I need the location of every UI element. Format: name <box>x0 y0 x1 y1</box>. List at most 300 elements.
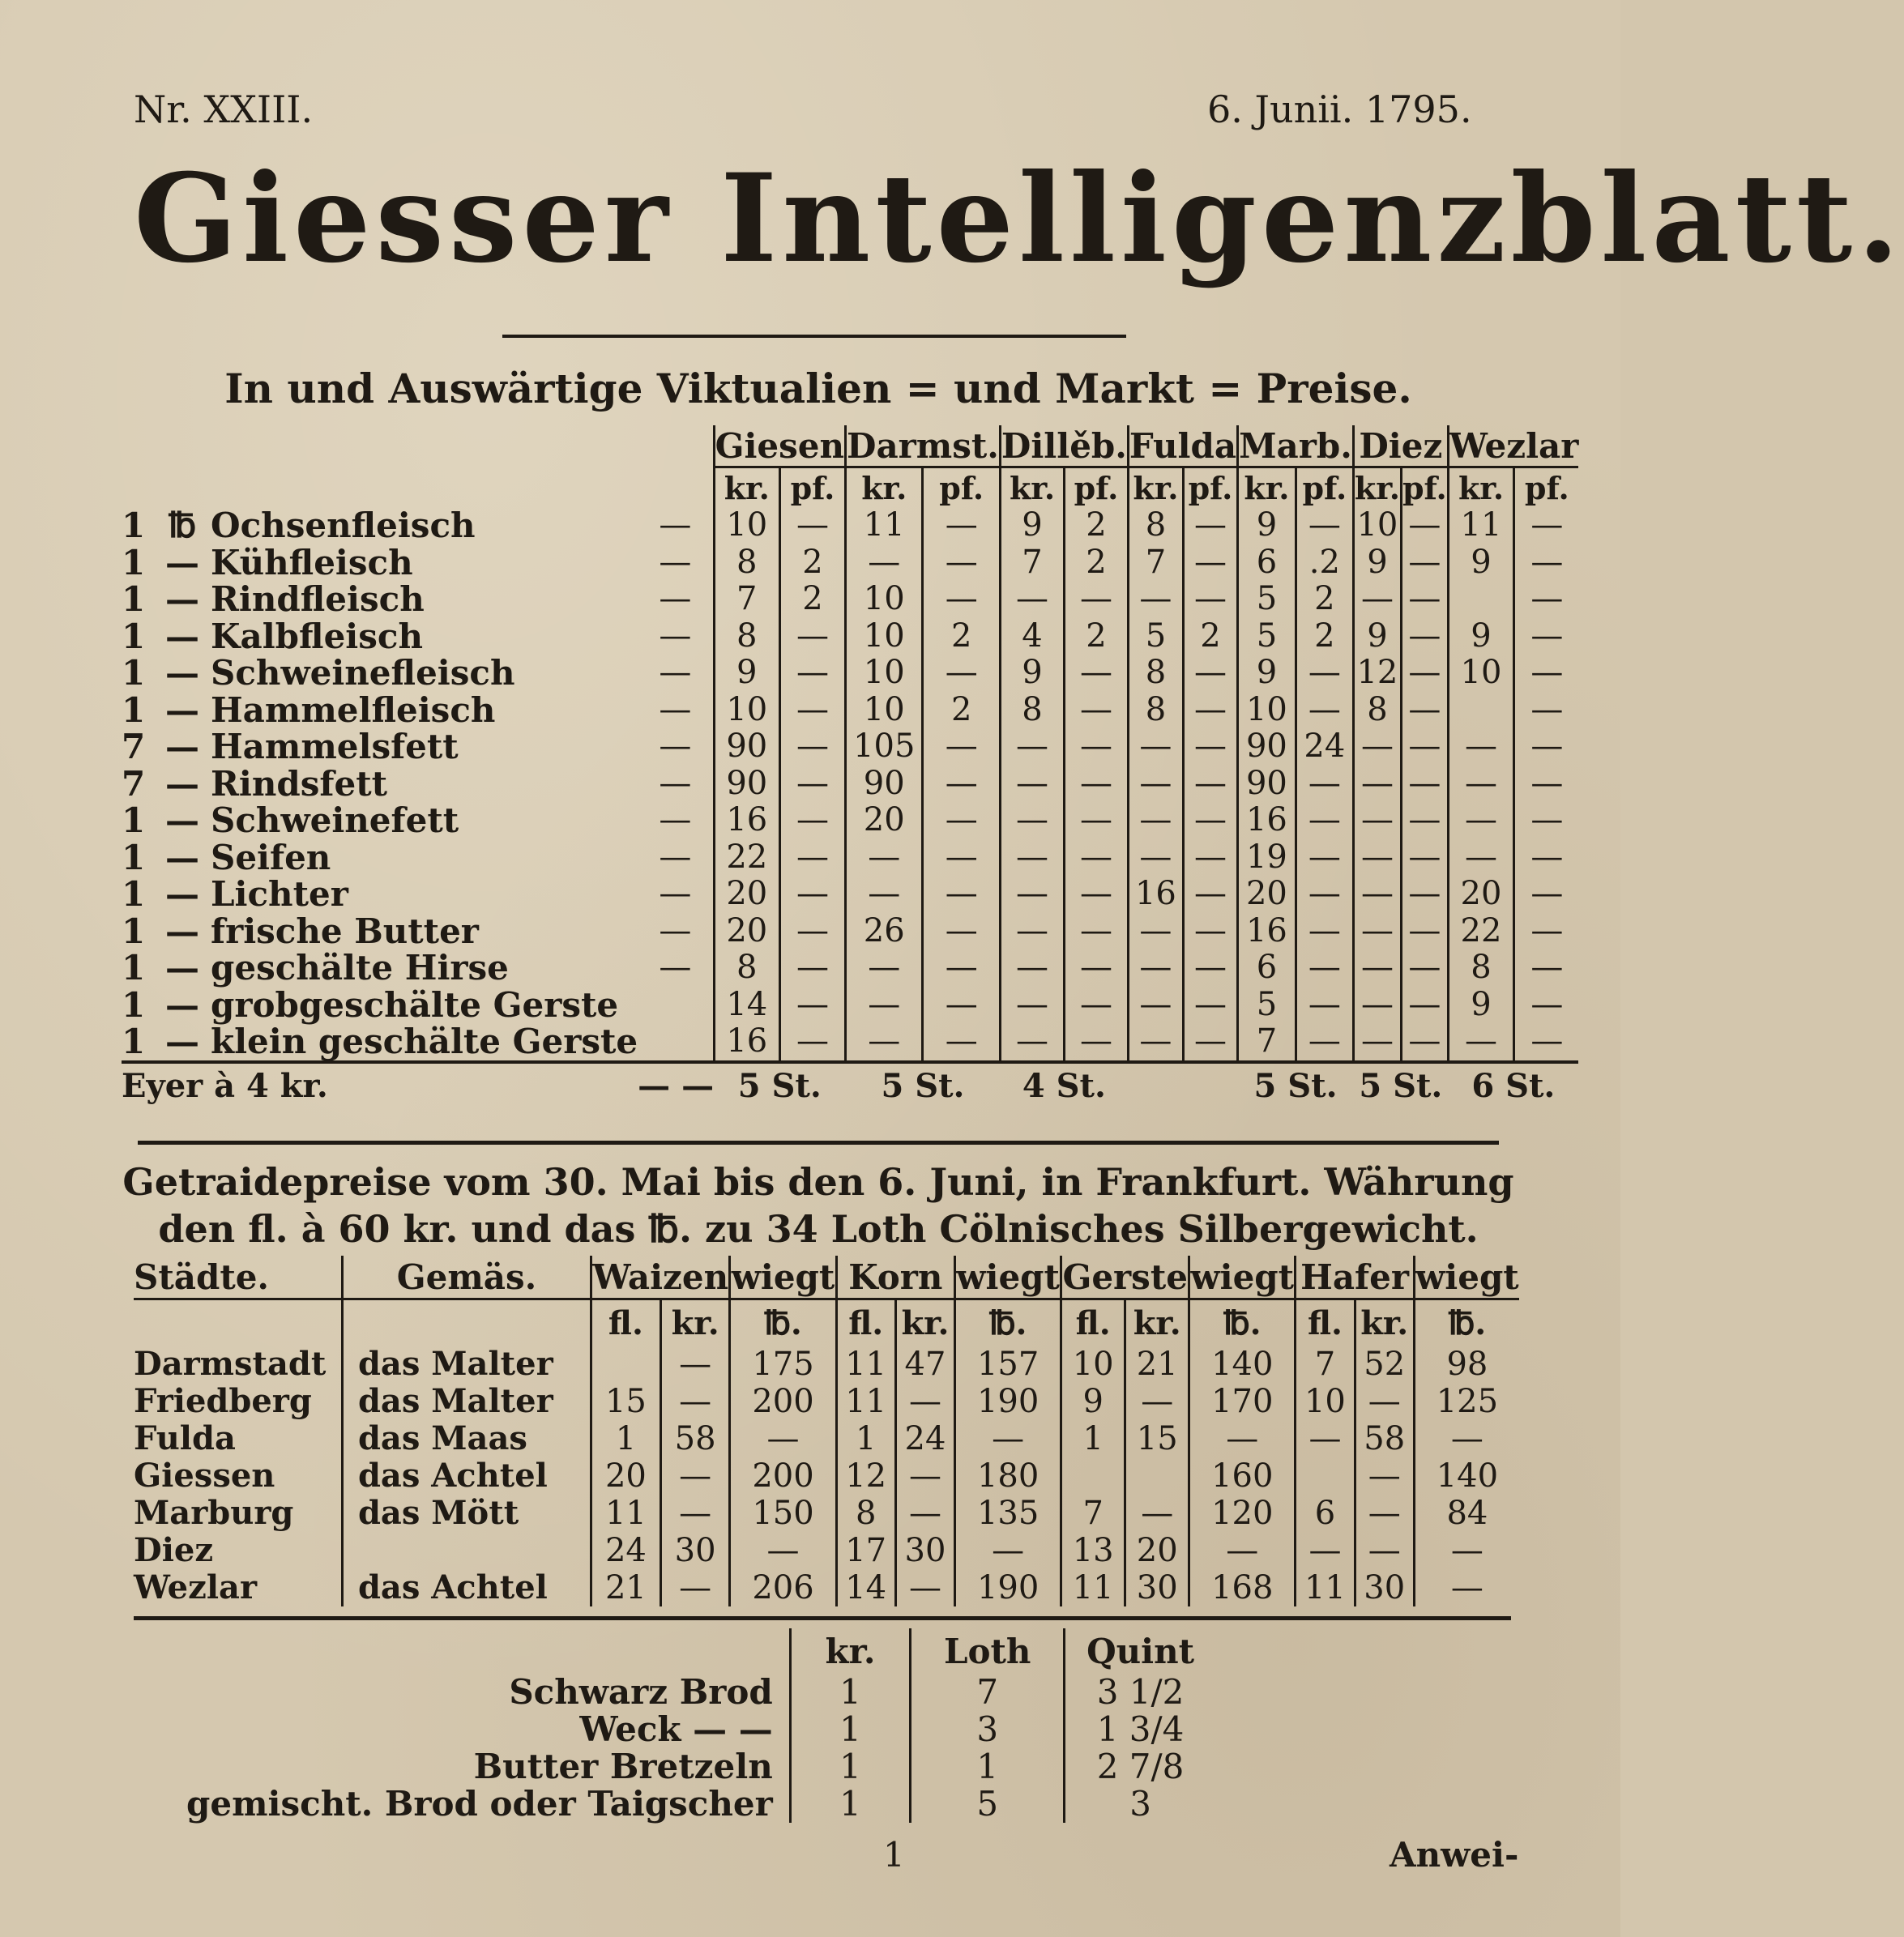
eggs-count: 4 St. <box>1000 1062 1128 1109</box>
unit-pf: pf. <box>1514 467 1579 508</box>
price-fl: 7 <box>1061 1495 1125 1532</box>
price-kr: — <box>1000 876 1064 913</box>
bread-weight-quint: 3 <box>1065 1786 1215 1823</box>
item-dash: — <box>659 580 692 617</box>
price-kr: — <box>660 1383 730 1420</box>
market-prices-table <box>122 425 1578 1109</box>
price-kr: 8 <box>1353 692 1401 729</box>
price-kr: — <box>1000 987 1064 1024</box>
item-cell <box>122 876 638 913</box>
price-kr: — <box>1355 1457 1414 1495</box>
price-kr: — <box>1353 581 1401 618</box>
unit-kr: kr. <box>1128 467 1183 508</box>
item-name: Seifen <box>211 837 331 877</box>
unit-kr: kr. <box>1448 467 1513 508</box>
unit-fl: fl. <box>836 1299 895 1346</box>
price-pf: — <box>1514 728 1579 766</box>
grain-prices-table <box>134 1256 1519 1606</box>
price-pf: — <box>1401 655 1448 692</box>
price-fl: 14 <box>836 1569 895 1606</box>
price-kr: 90 <box>1238 728 1296 766</box>
item-dash: — <box>659 764 692 802</box>
item-dash: — <box>659 838 692 876</box>
table-row <box>122 581 1578 618</box>
item-qty: 1 <box>122 984 146 1025</box>
item-qty: 1 <box>122 689 146 730</box>
price-pf: — <box>779 728 845 766</box>
price-pf: — <box>1065 839 1129 877</box>
item-name: Lichter <box>211 874 348 914</box>
price-pf: — <box>1296 802 1353 839</box>
item-name: Kühfleisch <box>211 542 413 582</box>
price-kr: 7 <box>1000 544 1064 582</box>
item-dash: — <box>659 801 692 838</box>
measure-unit: das Achtel <box>342 1457 591 1495</box>
price-kr: 12 <box>1353 655 1401 692</box>
price-kr: 22 <box>1448 913 1513 950</box>
price-fl <box>591 1346 661 1383</box>
price-kr: 16 <box>1128 876 1183 913</box>
weight-lb: 170 <box>1189 1383 1296 1420</box>
price-pf: — <box>1296 655 1353 692</box>
price-kr: 105 <box>846 728 923 766</box>
unit-kr: kr. <box>1125 1299 1189 1346</box>
grain-units-row <box>134 1299 1519 1346</box>
price-pf: — <box>1401 618 1448 655</box>
bread-weight-quint: 3 1/2 <box>1065 1674 1215 1711</box>
table-row <box>186 1786 1215 1823</box>
price-pf: — <box>1183 1023 1237 1062</box>
price-kr: — <box>1128 987 1183 1024</box>
table-row <box>134 1420 1519 1457</box>
weight-lb: 157 <box>955 1346 1061 1383</box>
price-pf: — <box>1065 655 1129 692</box>
item-qty: 1 <box>122 874 146 914</box>
price-kr: 6 <box>1238 544 1296 582</box>
item-cell <box>122 984 638 1025</box>
price-fl: 11 <box>836 1383 895 1420</box>
price-fl: 1 <box>1061 1420 1125 1457</box>
measure-unit <box>342 1532 591 1569</box>
price-pf: — <box>1401 802 1448 839</box>
section-rule <box>138 1141 1499 1145</box>
price-kr: 8 <box>1128 655 1183 692</box>
price-fl: 8 <box>836 1495 895 1532</box>
weight-lb: 84 <box>1414 1495 1519 1532</box>
price-kr: 9 <box>1353 544 1401 582</box>
item-name: Rindfleisch <box>211 579 425 619</box>
price-kr: — <box>1125 1495 1189 1532</box>
bread-price-kr: 1 <box>790 1674 911 1711</box>
price-pf: 2 <box>1183 618 1237 655</box>
price-pf: — <box>1401 692 1448 729</box>
price-pf: 2 <box>779 581 845 618</box>
price-kr: — <box>1000 949 1064 987</box>
bread-weight-loth: 7 <box>911 1674 1065 1711</box>
item-qty: 7 <box>122 763 146 804</box>
price-pf: — <box>1401 507 1448 544</box>
table-row <box>122 913 1578 950</box>
weight-lb: 175 <box>730 1346 836 1383</box>
price-kr: 6 <box>1238 949 1296 987</box>
measure-unit: das Malter <box>342 1383 591 1420</box>
price-fl <box>1061 1457 1125 1495</box>
price-kr: — <box>1128 913 1183 950</box>
city-header: Marb. <box>1239 425 1352 466</box>
item-unit: — <box>165 837 199 877</box>
bread-prices-table <box>186 1628 1215 1823</box>
unit-fl: fl. <box>1061 1299 1125 1346</box>
price-fl: 15 <box>591 1383 661 1420</box>
price-kr: — <box>846 839 923 877</box>
item-cell <box>122 728 638 766</box>
item-dash <box>638 1023 714 1062</box>
unit-lb: ℔. <box>955 1299 1061 1346</box>
price-pf: — <box>1401 766 1448 803</box>
price-pf: — <box>923 913 1000 950</box>
price-kr: 20 <box>1238 876 1296 913</box>
price-kr: — <box>1000 913 1064 950</box>
price-kr: — <box>895 1383 954 1420</box>
table-row <box>134 1569 1519 1606</box>
item-dash: — <box>659 543 692 581</box>
price-pf: — <box>1296 949 1353 987</box>
weight-lb: — <box>1189 1420 1296 1457</box>
item-name: grobgeschälte Gerste <box>211 984 619 1025</box>
price-kr: 20 <box>714 876 779 913</box>
city-name: Wezlar <box>134 1568 258 1606</box>
item-dash <box>638 987 714 1024</box>
item-qty: 7 <box>122 727 146 766</box>
price-fl: 21 <box>591 1569 661 1606</box>
item-qty: 1 <box>122 1022 146 1061</box>
item-unit: — <box>165 579 199 619</box>
item-unit: — <box>165 542 199 582</box>
price-fl: 10 <box>1061 1346 1125 1383</box>
units-spacer <box>134 1299 342 1346</box>
item-cell <box>122 1023 638 1062</box>
item-qty: 1 <box>122 653 146 693</box>
city-header: Diez <box>1353 425 1448 467</box>
bread-price-kr: 1 <box>790 1786 911 1823</box>
price-kr <box>1125 1457 1189 1495</box>
unit-kr: kr. <box>846 467 923 508</box>
bread-price-kr: 1 <box>790 1711 911 1748</box>
price-kr: 10 <box>846 655 923 692</box>
item-qty: 1 <box>122 911 146 951</box>
unit-pf: pf. <box>1296 467 1353 508</box>
price-kr: 16 <box>714 1023 779 1062</box>
item-unit: — <box>165 689 199 730</box>
price-pf: — <box>1065 728 1129 766</box>
price-pf: — <box>1065 1023 1129 1062</box>
header-barley: Gerste <box>1061 1256 1189 1299</box>
unit-fl: fl. <box>591 1299 661 1346</box>
price-kr: — <box>1000 802 1064 839</box>
price-pf: — <box>923 655 1000 692</box>
city-name: Diez <box>134 1531 214 1569</box>
item-qty: 1 <box>122 542 146 582</box>
price-kr: — <box>660 1569 730 1606</box>
price-kr: 7 <box>1128 544 1183 582</box>
price-pf: — <box>1401 913 1448 950</box>
item-cell <box>122 949 638 987</box>
header-weighs: wiegt <box>730 1256 836 1299</box>
eggs-row <box>122 1062 1578 1109</box>
table-row <box>134 1383 1519 1420</box>
weight-lb: 120 <box>1189 1495 1296 1532</box>
unit-kr: kr. <box>1353 467 1401 508</box>
table-row <box>134 1495 1519 1532</box>
city-name: Marburg <box>134 1494 294 1532</box>
price-pf: — <box>1401 728 1448 766</box>
price-kr: 90 <box>714 728 779 766</box>
weight-lb: 168 <box>1189 1569 1296 1606</box>
item-cell <box>122 507 638 544</box>
item-unit: — <box>165 616 199 656</box>
item-cell <box>122 581 638 618</box>
eggs-count: 5 St. <box>1353 1062 1448 1109</box>
price-fl: 6 <box>1296 1495 1355 1532</box>
price-pf: — <box>1514 913 1579 950</box>
bread-weight-quint: 1 3/4 <box>1065 1711 1215 1748</box>
weight-lb: — <box>730 1420 836 1457</box>
weight-lb: 190 <box>955 1569 1061 1606</box>
item-dash: — <box>659 949 692 986</box>
price-kr: 9 <box>1000 507 1064 544</box>
price-kr: — <box>1355 1383 1414 1420</box>
bread-weight-loth: 1 <box>911 1748 1065 1786</box>
header-weighs: wiegt <box>955 1256 1061 1299</box>
price-fl: 7 <box>1296 1346 1355 1383</box>
section-rule <box>134 1616 1511 1620</box>
weight-lb: — <box>1189 1532 1296 1569</box>
header-rye: Korn <box>836 1256 955 1299</box>
price-pf: — <box>779 655 845 692</box>
bread-weight-quint: 2 7/8 <box>1065 1748 1215 1786</box>
bread-name: Butter Bretzeln <box>473 1747 773 1786</box>
unit-lb: ℔. <box>1189 1299 1296 1346</box>
header-weighs: wiegt <box>1414 1256 1519 1299</box>
price-kr: — <box>1448 839 1513 877</box>
price-pf: — <box>1514 766 1579 803</box>
price-kr: 11 <box>846 507 923 544</box>
city-name: Giessen <box>134 1457 275 1495</box>
grain-header-row <box>134 1256 1519 1299</box>
price-kr: — <box>1448 766 1513 803</box>
header-weighs: wiegt <box>1189 1256 1296 1299</box>
item-qty: 1 <box>122 800 146 840</box>
price-kr: — <box>1355 1495 1414 1532</box>
price-fl: — <box>1296 1532 1355 1569</box>
price-kr: 24 <box>895 1420 954 1457</box>
item-cell <box>122 913 638 950</box>
header-cities: Städte. <box>134 1256 342 1299</box>
table-row <box>134 1532 1519 1569</box>
price-kr: — <box>846 1023 923 1062</box>
eggs-count: 5 St. <box>846 1062 1001 1109</box>
weight-lb: — <box>1414 1420 1519 1457</box>
item-name: geschälte Hirse <box>211 948 509 988</box>
signature-mark: 1 <box>883 1835 905 1875</box>
price-fl: 1 <box>836 1420 895 1457</box>
unit-kr: kr. <box>1238 467 1296 508</box>
price-kr: — <box>660 1495 730 1532</box>
eggs-count: 5 St. <box>1238 1062 1354 1109</box>
price-kr: 10 <box>846 692 923 729</box>
table-row <box>122 766 1578 803</box>
price-kr: 10 <box>714 692 779 729</box>
price-pf: — <box>1183 581 1237 618</box>
price-kr: — <box>1000 581 1064 618</box>
price-kr: 15 <box>1125 1420 1189 1457</box>
price-kr: — <box>895 1569 954 1606</box>
price-pf: 2 <box>1296 618 1353 655</box>
eggs-label: Eyer à 4 kr. <box>122 1062 638 1109</box>
unit-kr: kr. <box>660 1299 730 1346</box>
price-kr: — <box>895 1457 954 1495</box>
price-kr: 30 <box>895 1532 954 1569</box>
price-fl: 11 <box>1061 1569 1125 1606</box>
price-kr: 8 <box>714 618 779 655</box>
price-kr: 22 <box>714 839 779 877</box>
price-pf: 2 <box>779 544 845 582</box>
price-pf: — <box>1401 581 1448 618</box>
item-unit: — <box>165 653 199 693</box>
price-kr: 26 <box>846 913 923 950</box>
price-pf: — <box>1401 876 1448 913</box>
price-kr: 8 <box>1128 692 1183 729</box>
unit-pf: pf. <box>1065 467 1129 508</box>
price-pf: — <box>779 766 845 803</box>
price-pf: — <box>1183 987 1237 1024</box>
weight-lb: 206 <box>730 1569 836 1606</box>
price-pf: 2 <box>1065 544 1129 582</box>
price-fl: 11 <box>1296 1569 1355 1606</box>
price-kr: 7 <box>714 581 779 618</box>
price-kr: 20 <box>1125 1532 1189 1569</box>
price-kr: 8 <box>1128 507 1183 544</box>
price-kr: 5 <box>1128 618 1183 655</box>
weight-lb: — <box>955 1420 1061 1457</box>
price-kr: 16 <box>1238 802 1296 839</box>
price-kr: — <box>1353 1023 1401 1062</box>
price-pf: — <box>1183 728 1237 766</box>
price-pf: — <box>1514 655 1579 692</box>
price-kr: — <box>660 1457 730 1495</box>
item-name: Hammelsfett <box>211 727 459 766</box>
price-kr: — <box>1353 949 1401 987</box>
price-kr: 19 <box>1238 839 1296 877</box>
item-name: Hammelfleisch <box>211 689 496 730</box>
weight-lb: 135 <box>955 1495 1061 1532</box>
item-name: Kalbfleisch <box>211 616 424 656</box>
weight-lb: 140 <box>1189 1346 1296 1383</box>
market-units-row <box>122 467 1578 508</box>
bread-price-kr: 1 <box>790 1748 911 1786</box>
price-pf: — <box>1296 987 1353 1024</box>
price-pf: — <box>923 581 1000 618</box>
weight-lb: 160 <box>1189 1457 1296 1495</box>
price-fl: — <box>1296 1420 1355 1457</box>
price-kr: 5 <box>1238 618 1296 655</box>
price-fl: 13 <box>1061 1532 1125 1569</box>
item-qty: 1 <box>122 948 146 988</box>
price-pf: — <box>923 876 1000 913</box>
city-header: Darmst. <box>847 425 999 466</box>
price-pf: — <box>1065 692 1129 729</box>
price-pf: — <box>923 507 1000 544</box>
market-city-header-row <box>122 425 1578 467</box>
weight-lb: — <box>955 1532 1061 1569</box>
price-pf: — <box>1183 839 1237 877</box>
price-pf: — <box>1183 766 1237 803</box>
price-pf: — <box>1401 544 1448 582</box>
price-pf: — <box>1296 507 1353 544</box>
price-kr: 9 <box>1238 655 1296 692</box>
price-kr: 9 <box>1448 544 1513 582</box>
price-pf: — <box>1183 692 1237 729</box>
price-pf: — <box>923 987 1000 1024</box>
bread-name: gemischt. Brod oder Taigscher <box>186 1784 773 1824</box>
price-kr: 58 <box>1355 1420 1414 1457</box>
price-kr: 8 <box>714 544 779 582</box>
price-kr: — <box>1353 913 1401 950</box>
price-kr: — <box>1128 728 1183 766</box>
price-kr: 8 <box>1000 692 1064 729</box>
price-pf: — <box>1514 839 1579 877</box>
item-dash: — <box>659 506 692 544</box>
city-name: Friedberg <box>134 1382 312 1420</box>
price-pf: — <box>779 1023 845 1062</box>
bread-weight-loth: 5 <box>911 1786 1065 1823</box>
table-row <box>122 618 1578 655</box>
price-pf: 2 <box>923 692 1000 729</box>
item-unit: — <box>165 727 199 766</box>
price-pf: — <box>1514 1023 1579 1062</box>
price-kr: 90 <box>714 766 779 803</box>
table-row <box>122 987 1578 1024</box>
item-unit: — <box>165 800 199 840</box>
price-fl: 12 <box>836 1457 895 1495</box>
unit-pf: pf. <box>923 467 1000 508</box>
table-row <box>186 1674 1215 1711</box>
price-pf: — <box>779 618 845 655</box>
price-pf: — <box>1065 876 1129 913</box>
price-kr: — <box>1125 1383 1189 1420</box>
city-header: Dillěb. <box>1001 425 1127 466</box>
price-pf: — <box>779 692 845 729</box>
header-loth: Loth <box>911 1628 1065 1674</box>
price-fl: 20 <box>591 1457 661 1495</box>
price-kr: 30 <box>1355 1569 1414 1606</box>
unit-lb: ℔. <box>1414 1299 1519 1346</box>
issue-date: 6. Junii. 1795. <box>1207 87 1472 131</box>
unit-fl: fl. <box>1296 1299 1355 1346</box>
price-pf: — <box>1065 581 1129 618</box>
item-dash: — <box>659 690 692 728</box>
price-pf: — <box>1514 876 1579 913</box>
item-unit: — <box>165 984 199 1025</box>
price-kr: 9 <box>714 655 779 692</box>
price-kr: — <box>846 544 923 582</box>
price-fl: 11 <box>591 1495 661 1532</box>
item-unit: — <box>165 911 199 951</box>
price-fl: 1 <box>591 1420 661 1457</box>
price-pf: — <box>923 839 1000 877</box>
price-kr: — <box>660 1346 730 1383</box>
header-measure: Gemäs. <box>342 1256 591 1299</box>
